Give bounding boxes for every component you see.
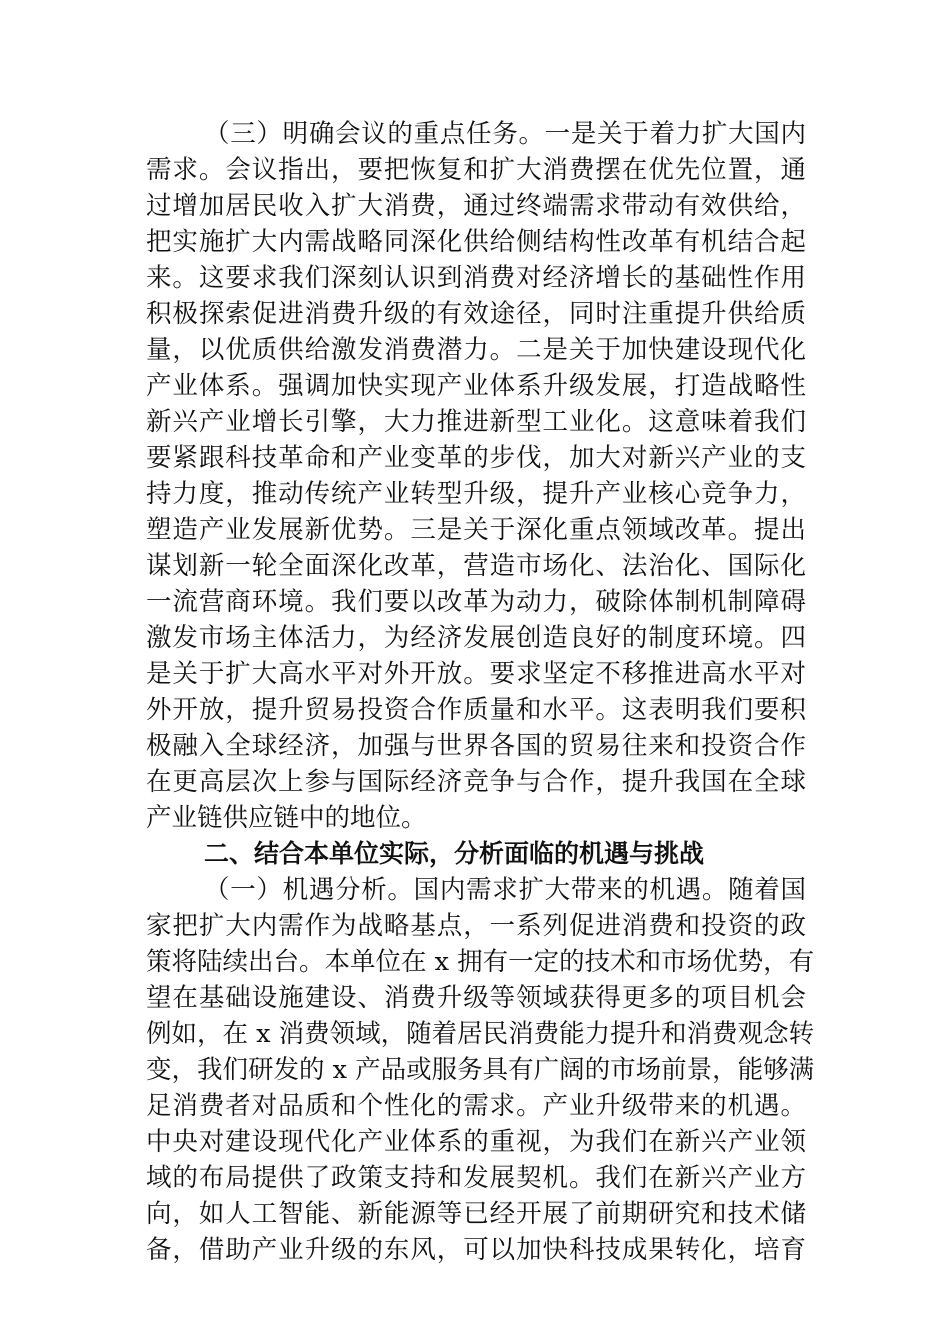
paragraph-line: 把实施扩大内需战略同深化供给侧结构性改革有机结合起 — [146, 227, 806, 257]
paragraph-line: 中央对建设现代化产业体系的重视，为我们在新兴产业领 — [146, 1127, 806, 1157]
paragraph-line: 塑造产业发展新优势。三是关于深化重点领域改革。提出 — [146, 515, 806, 545]
paragraph-line: 家把扩大内需作为战略基点，一系列促进消费和投资的政 — [146, 911, 806, 941]
paragraph-line: 是关于扩大高水平对外开放。要求坚定不移推进高水平对 — [146, 659, 806, 689]
paragraph-line: 外开放，提升贸易投资合作质量和水平。这表明我们要积 — [146, 695, 806, 725]
paragraph-line: 望在基础设施建设、消费升级等领域获得更多的项目机会 — [146, 983, 806, 1013]
paragraph-line: 谋划新一轮全面深化改革，营造市场化、法治化、国际化 — [146, 551, 806, 581]
paragraph-line: （一）机遇分析。国内需求扩大带来的机遇。随着国 — [204, 875, 806, 905]
paragraph-line: 备，借助产业升级的东风，可以加快科技成果转化，培育 — [146, 1235, 806, 1265]
paragraph-line: 激发市场主体活力，为经济发展创造良好的制度环境。四 — [146, 623, 806, 653]
paragraph-line: 在更高层次上参与国际经济竞争与合作，提升我国在全球 — [146, 767, 806, 797]
paragraph-line: 新兴产业增长引擎，大力推进新型工业化。这意味着我们 — [146, 407, 806, 437]
paragraph-line: 持力度，推动传统产业转型升级，提升产业核心竞争力， — [146, 479, 806, 509]
paragraph-line: 极融入全球经济，加强与世界各国的贸易往来和投资合作 — [146, 731, 806, 761]
paragraph-line: 域的布局提供了政策支持和发展契机。我们在新兴产业方 — [146, 1163, 806, 1193]
paragraph-line: 策将陆续出台。本单位在 x 拥有一定的技术和市场优势，有 — [146, 947, 815, 977]
paragraph-line: 来。这要求我们深刻认识到消费对经济增长的基础性作用 — [146, 263, 806, 293]
paragraph-line: 产业链供应链中的地位。 — [146, 803, 427, 833]
paragraph-line: 要紧跟科技革命和产业变革的步伐，加大对新兴产业的支 — [146, 443, 806, 473]
paragraph-line: 例如，在 x 消费领域，随着居民消费能力提升和消费观念转 — [146, 1019, 815, 1049]
paragraph-line: 过增加居民收入扩大消费，通过终端需求带动有效供给， — [146, 191, 806, 221]
paragraph-line: 量，以优质供给激发消费潜力。二是关于加快建设现代化 — [146, 335, 806, 365]
paragraph-line: 足消费者对品质和个性化的需求。产业升级带来的机遇。 — [146, 1091, 806, 1121]
paragraph-line: 变，我们研发的 x 产品或服务具有广阔的市场前景，能够满 — [146, 1055, 815, 1085]
section-heading: 二、结合本单位实际，分析面临的机遇与挑战 — [204, 839, 705, 868]
paragraph-line: 一流营商环境。我们要以改革为动力，破除体制机制障碍 — [146, 587, 806, 617]
paragraph-line: 需求。会议指出，要把恢复和扩大消费摆在优先位置，通 — [146, 155, 806, 185]
paragraph-line: （三）明确会议的重点任务。一是关于着力扩大国内 — [204, 119, 806, 149]
paragraph-line: 积极探索促进消费升级的有效途径，同时注重提升供给质 — [146, 299, 806, 329]
paragraph-line: 产业体系。强调加快实现产业体系升级发展，打造战略性 — [146, 371, 806, 401]
paragraph-line: 向，如人工智能、新能源等已经开展了前期研究和技术储 — [146, 1199, 806, 1229]
